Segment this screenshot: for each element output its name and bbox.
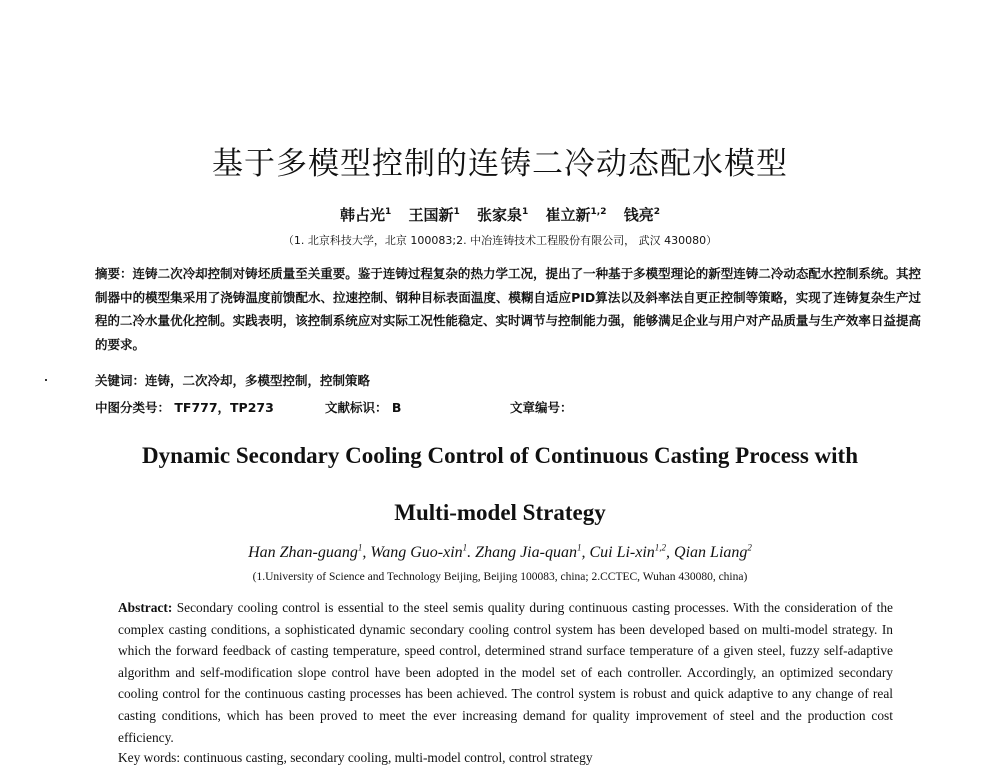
author: Zhang Jia-quan$^1$, — [475, 542, 590, 561]
abstract-label: 摘要： — [95, 266, 133, 281]
author: 韩占光$^1$ — [339, 206, 392, 224]
abstract-text: Secondary cooling control is essential to the steel semis quality during continuous casting processes. With the consideration of the complex casting conditions, a sophisticated dynamic secondary cooling control system has been developed based on multi-model strategy. In which the forward feedback of casting temperature, speed control, determined strand surface temperature of a given steel, fuzzy self-adaptive algorithm and self-modification slope control have been adopted in the model set of each controller. Accordingly, an optimized secondary cooling control for the continuous casting processes has been achieved. The control system is robust and quick adaptive to any change of real casting conditions, which has been proved to meet the ever increasing demand for quality improvement of steel and the production cost efficiency. — [118, 600, 893, 745]
classification-line — [95, 398, 921, 418]
english-abstract — [118, 597, 893, 748]
document-code: 文献标识： B — [325, 400, 402, 415]
keywords-text: 连铸，二次冷却，多模型控制，控制策略 — [145, 373, 371, 388]
author: Han Zhan-guang$^1$, — [248, 542, 371, 561]
chinese-title: 基于多模型控制的连铸二冷动态配水模型 — [212, 146, 788, 182]
english-authors — [0, 544, 1000, 562]
english-title-line-1: Dynamic Secondary Cooling Control of Continuous Casting Process with — [141, 443, 859, 468]
english-affiliation: (1.University of Science and Technology Beijing, Beijing 100083, china; 2.CCTEC, Wuhan 430080, china) — [252, 571, 748, 583]
abstract-label: Abstract: — [118, 600, 173, 615]
author: Wang Guo-xin$^1$. — [370, 542, 476, 561]
author: Cui Li-xin$^{1,2}$, — [589, 542, 675, 561]
author: 王国新$^1$ — [408, 206, 460, 224]
keywords-label: 关键词： — [95, 373, 146, 388]
chinese-affiliation: （1. 北京科技大学，北京 100083;2. 中冶连铸技术工程股份有限公司， 武汉 430080） — [282, 234, 718, 247]
chinese-authors — [0, 204, 1000, 225]
article-number: 文章编号： — [510, 400, 573, 415]
author: 张家泉$^1$ — [477, 206, 529, 224]
author: 崔立新$^{1,2}$ — [545, 206, 607, 224]
author: 钱亮$^2$ — [623, 206, 661, 224]
english-keywords: Key words: continuous casting, secondary cooling, multi-model control, control strategy — [118, 750, 593, 765]
chinese-keywords — [95, 371, 921, 389]
abstract-text: 连铸二次冷却控制对铸坯质量至关重要。鉴于连铸过程复杂的热力学工况，提出了一种基于多模型理论的新型连铸二冷动态配水控制系统。其控制器中的模型集采用了浇铸温度前馈配水、拉速控制、钢种目标表面温度、模糊自适应PID算法以及斜率法自更正控制等策略，实现了连铸复杂生产过程的二冷水量优化控制。实践表明，该控制系统应对实际工况性能稳定、实时调节与控制能力强，能够满足企业与用户对产品质量与生产效率日益提高的要求。 — [95, 266, 921, 352]
author: Qian Liang$^2$ — [674, 542, 752, 561]
chinese-abstract — [95, 262, 921, 356]
english-title-line-2: Multi-model Strategy — [394, 500, 606, 525]
margin-dot — [45, 379, 47, 381]
classification-number: 中图分类号： TF777，TP273 — [95, 400, 274, 415]
